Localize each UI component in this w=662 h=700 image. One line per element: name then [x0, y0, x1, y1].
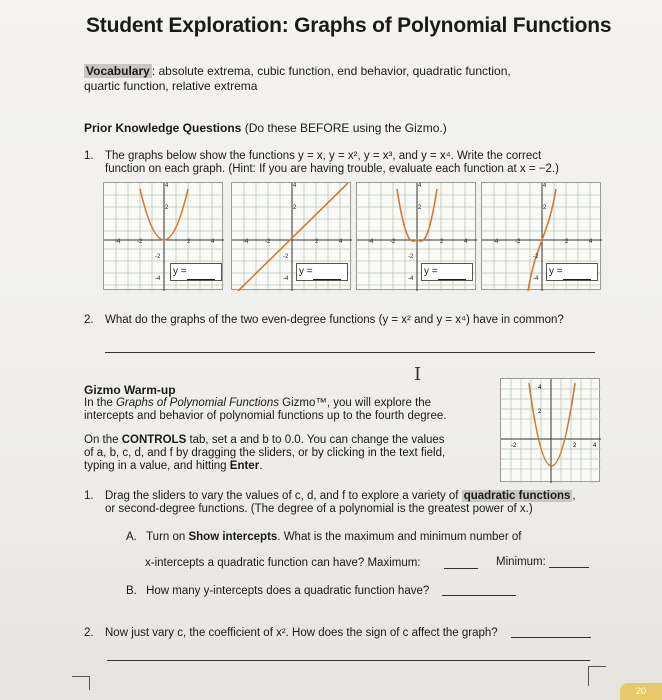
vocabulary-section	[84, 64, 564, 94]
graph3-tick-y_mid: 2	[418, 205, 422, 211]
gizmo-tick-y2: 2	[538, 409, 542, 415]
answer-box-4[interactable]: y =	[546, 263, 598, 281]
gizmo-question-2	[84, 627, 604, 643]
gizmo-tick-y4: 4	[538, 385, 542, 391]
answer-box-2[interactable]: y =	[296, 263, 348, 281]
gizmo-warmup-title: Gizmo Warm-up	[84, 383, 176, 397]
graph1-tick-x_4: 4	[211, 239, 215, 245]
question-text-line2: or second-degree functions. (The degree of a polynomial is the greatest power of x.)	[105, 503, 533, 515]
graph2-tick-x_4: 4	[339, 239, 343, 245]
page-title: Student Exploration: Graphs of Polynomial Functions	[86, 14, 612, 37]
answer-line-q2[interactable]	[105, 352, 595, 353]
question-text: What do the graphs of the two even-degree functions (y = x² and y = x⁴) have in common?	[105, 314, 564, 326]
graph3-tick-y_neg: -2	[408, 254, 414, 260]
graph2-tick-y_neg: -2	[283, 254, 289, 260]
graph4-tick-x_neg4: -4	[493, 239, 499, 245]
question-text-line1: Drag the sliders to vary the values of c, d, and f to explore a variety of quadratic functions ,	[105, 490, 576, 502]
prior-knowledge-note: (Do these BEFORE using the Gizmo.)	[241, 121, 447, 135]
question-number: 2.	[84, 314, 94, 326]
graph4-tick-y_top: 4	[543, 183, 547, 189]
corner-sticker: 20	[620, 683, 662, 700]
graph3-tick-y_top: 4	[418, 183, 422, 189]
graph1-tick-y_neg: -2	[155, 254, 161, 260]
graph1-tick-y_bot: -4	[155, 276, 161, 282]
question-1a: A. Turn on Show intercepts. What is the maximum and minimum number of	[126, 531, 522, 543]
question-text-line1: The graphs below show the functions y = x, y = x², y = x³, and y = x⁴. Write the correct	[105, 150, 542, 162]
graph-quartic	[356, 182, 476, 290]
answer-line-q2-full[interactable]	[107, 660, 590, 661]
graph2-tick-x_2: 2	[315, 239, 319, 245]
graph2-tick-x_neg4: -4	[243, 239, 249, 245]
graph1-tick-y_mid: 2	[165, 205, 169, 211]
answer-line-q2-inline[interactable]	[511, 637, 591, 638]
crop-mark-left	[72, 676, 90, 690]
answer-line-minimum[interactable]	[549, 567, 589, 568]
gizmo-tick-x2: 2	[573, 443, 577, 449]
answer-box-3[interactable]: y =	[421, 263, 473, 281]
graph1-tick-x_2: 2	[187, 239, 191, 245]
graph2-tick-y_mid: 2	[293, 205, 297, 211]
question-number: 1.	[84, 490, 94, 502]
gizmo-warmup-intro: In the Graphs of Polynomial Functions Gizmo™, you will explore the intercepts and behavior of polynomial functions up to the fourth degree.	[84, 397, 447, 422]
function-graphs	[103, 182, 603, 292]
graph4-tick-x_neg2: -2	[515, 239, 521, 245]
text-cursor-icon: I	[414, 364, 422, 385]
graph3-tick-x_neg2: -2	[390, 239, 396, 245]
gizmo-question-1	[84, 490, 604, 520]
answer-box-1[interactable]: y =	[170, 263, 222, 281]
graph3-tick-y_bot: -4	[408, 276, 414, 282]
graph2-tick-x_neg2: -2	[265, 239, 271, 245]
vocabulary-label: Vocabulary	[86, 64, 150, 78]
graph2-tick-y_top: 4	[293, 183, 297, 189]
gizmo-tick-x4: 4	[593, 443, 597, 449]
gizmo-curve	[529, 383, 575, 466]
minimum-label: Minimum:	[496, 556, 546, 568]
gizmo-tick-xn2: -2	[511, 443, 517, 449]
graph-line	[231, 182, 351, 290]
graph3-tick-x_4: 4	[464, 239, 468, 245]
graph4-tick-y_bot: -4	[533, 276, 539, 282]
graph-cubic	[481, 182, 601, 290]
prior-knowledge-heading	[84, 121, 447, 135]
question-number: 2.	[84, 627, 94, 639]
graph-parabola	[103, 182, 223, 290]
crop-mark-right	[588, 666, 606, 686]
graph2-tick-y_bot: -4	[283, 276, 289, 282]
graph1-tick-x_neg4: -4	[115, 239, 121, 245]
graph4-tick-y_mid: 2	[543, 205, 547, 211]
graph4-tick-x_4: 4	[589, 239, 593, 245]
graph4-tick-y_neg: -2	[533, 254, 539, 260]
question-1b: B. How many y-intercepts does a quadratic function have?	[126, 585, 430, 597]
graph3-tick-x_2: 2	[440, 239, 444, 245]
gizmo-sample-graph	[500, 378, 600, 482]
question-text: Now just vary c, the coefficient of x². How does the sign of c affect the graph?	[105, 627, 498, 639]
question-text-line2: function on each graph. (Hint: If you are having trouble, evaluate each function at x = −2.)	[105, 163, 559, 175]
prior-knowledge-title: Prior Knowledge Questions	[84, 121, 242, 135]
answer-line-maximum[interactable]	[444, 568, 478, 569]
question-1a-line2: x-intercepts a quadratic function can have? Maximum:	[145, 557, 421, 569]
answer-line-1b[interactable]	[442, 595, 516, 596]
gizmo-warmup-instructions: On the CONTROLS tab, set a and b to 0.0. You can change the values of a, b, c, d, and f by dragging the sliders, or by clicking in the text field, typing in a value, and hitting Enter.	[84, 434, 446, 472]
graph3-tick-x_neg4: -4	[368, 239, 374, 245]
gizmo-graph-plot	[501, 379, 601, 483]
vocabulary-terms-2: quartic function, relative extrema	[84, 79, 258, 93]
vocabulary-terms-1: : absolute extrema, cubic function, end behavior, quadratic function,	[151, 64, 511, 78]
graph4-tick-x_2: 2	[565, 239, 569, 245]
graph1-tick-x_neg2: -2	[137, 239, 143, 245]
question-number: 1.	[84, 150, 94, 162]
graph1-tick-y_top: 4	[165, 183, 169, 189]
